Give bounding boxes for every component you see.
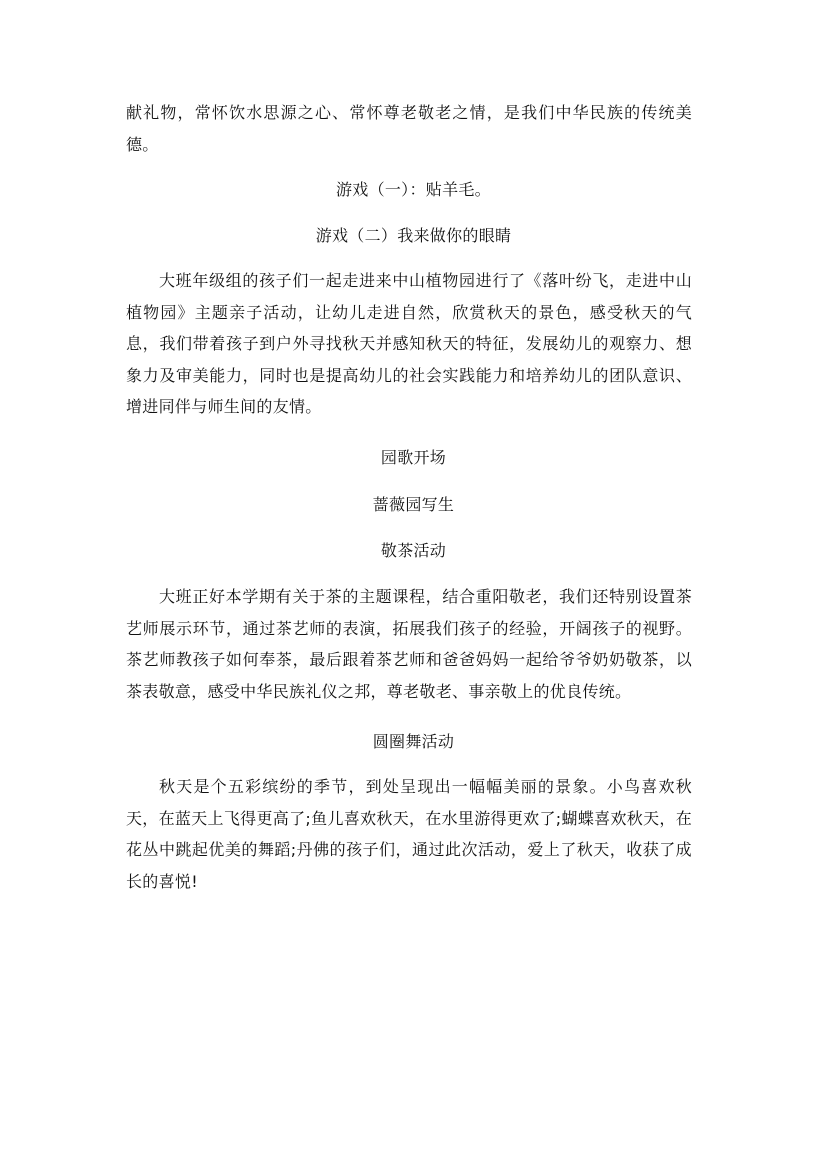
paragraph-autumn: 秋天是个五彩缤纷的季节，到处呈现出一幅幅美丽的景象。小鸟喜欢秋天，在蓝天上飞得更高了;鱼儿喜欢秋天，在水里游得更欢了;蝴蝶喜欢秋天，在花丛中跳起优美的舞蹈;丹佛的孩子们，通过此次活动，爱上了秋天，收获了成长的喜悦! [126,777,692,891]
paragraph-intro: 献礼物，常怀饮水思源之心、常怀尊老敬老之情，是我们中华民族的传统美德。 [126,103,692,154]
heading-game-two: 游戏（二）我来做你的眼睛 [315,226,512,245]
paragraph-botanical-garden-outing: 大班年级组的孩子们一起走进来中山植物园进行了《落叶纷飞，走进中山植物园》主题亲子活动，让幼儿走进自然，欣赏秋天的景色，感受秋天的气息，我们带着孩子到户外寻找秋天并感知秋天的特征，发展幼儿的观察力、想象力及审美能力，同时也是提高幼儿的社会实践能力和培养幼儿的团队意识、增进同伴与师生间的友情。 [126,271,692,416]
heading-game-one: 游戏（一）：贴羊毛。 [335,180,491,199]
heading-tea-ceremony: 敬茶活动 [380,541,447,560]
paragraph-tea-ceremony: 大班正好本学期有关于茶的主题课程，结合重阳敬老，我们还特别设置茶艺师展示环节，通过茶艺师的表演，拓展我们孩子的经验，开阔孩子的视野。茶艺师教孩子如何奉茶，最后跟着茶艺师和爸爸妈妈一起给爷爷奶奶敬茶，以茶表敬意，感受中华民族礼仪之邦，尊老敬老、事亲敬上的优良传统。 [126,587,692,701]
heading-opening-song: 园歌开场 [380,448,447,467]
heading-rose-garden-sketch: 蔷薇园写生 [372,495,455,514]
heading-circle-dance: 圆圈舞活动 [372,732,455,751]
